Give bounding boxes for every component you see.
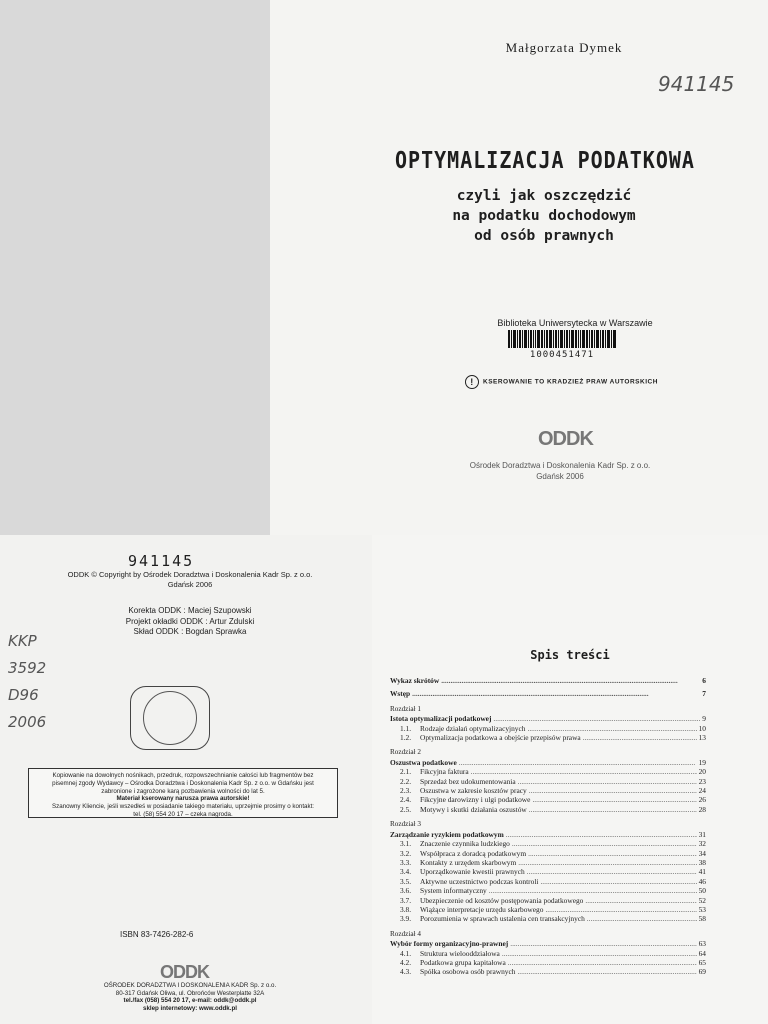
credits-block [60,606,320,638]
chapter-label: Rozdział 4 [390,929,421,938]
subentry-page: 38 [698,857,706,867]
toc-entry [390,676,706,685]
chapter-label: Rozdział 3 [390,820,421,829]
subentry-page: 34 [698,848,706,858]
handwritten-number: 941145 [658,72,735,96]
subentry-page: 24 [698,786,706,796]
subentry-page: 13 [698,733,706,743]
subentry-number: 4.1. [400,948,412,958]
subentry-page: 41 [698,867,706,877]
credit-typesetting: Skład ODDK : Bogdan Sprawka [133,627,247,636]
subtitle-line: na podatku dochodowym [452,208,636,224]
subentry-number: 3.6. [400,886,412,896]
subentry-text: Fikcyjna faktura [420,767,469,777]
chapter-title: Istota optymalizacji podatkowej [390,714,492,724]
notice-line: zabronione i zagrożone karą pozbawienia wolności do lat 5. [101,787,265,795]
subentry-number: 3.7. [400,895,412,905]
toc-entry-label: Wstęp [390,689,411,699]
exclamation-icon: ! [465,375,479,389]
subentry-text: Motywy i skutki działania oszustów [420,804,527,814]
toc-subentry [390,914,706,923]
chapter-title-row [390,758,706,767]
chapter-title-row [390,714,706,723]
subentry-number: 3.9. [400,914,412,924]
subentry-page: 28 [698,804,706,814]
subentry-page: 58 [698,914,706,924]
subentry-text: Ubezpieczenie od kosztów postępowania podatkowego [420,895,584,905]
subentry-page: 23 [698,776,706,786]
subentry-page: 20 [698,767,706,777]
chapter-title: Oszustwa podatkowe [390,757,457,767]
toc-subentry [390,858,706,867]
subentry-page: 50 [698,886,706,896]
publisher-name: Ośrodek Doradztwa i Doskonalenia Kadr Sp. z o.o. [469,461,651,470]
copying-notice [28,768,338,818]
chapter-title-row [390,830,706,839]
address-line: tel./fax (058) 554 20 17, e-mail: oddk@oddk.pl [123,997,257,1004]
toc-subentry [390,949,706,958]
toc-subentry [390,733,706,742]
subentry-number: 1.2. [400,733,412,743]
toc-chapter [390,705,706,743]
subentry-text: Podatkowa grupa kapitałowa [420,957,506,967]
subentry-number: 3.8. [400,904,412,914]
handwritten-note: 3592 [8,659,47,677]
subentry-page: 65 [698,957,706,967]
toc-subentry [390,867,706,876]
toc-subentry [390,839,706,848]
book-subtitle [270,186,768,246]
stamp-emblem [143,691,197,745]
notice-line: pisemnej zgody Wydawcy – Ośrodka Doradztwa i Doskonalenia Kadr Sp. z o.o. w Gdańsku jest [52,779,314,787]
subentry-number: 4.2. [400,957,412,967]
isbn: ISBN 83-7426-282-6 [120,930,194,939]
toc-entry [390,689,706,698]
place-year: Gdańsk 2006 [536,472,584,481]
chapter-title: Zarządzanie ryzykiem podatkowym [390,829,504,839]
subentry-text: System informatyczny [420,886,487,896]
toc-entry-page: 6 [702,676,706,685]
barcode [508,330,616,348]
library-stamp [130,686,210,750]
toc-subentry [390,877,706,886]
copyright-warning [465,375,705,389]
subentry-text: Wiążące interpretacje urzędu skarbowego [420,904,544,914]
handwritten-notes [8,628,46,736]
book-title: OPTYMALIZACJA PODATKOWA [395,146,695,174]
subentry-text: Struktura wielooddziałowa [420,948,500,958]
subentry-page: 53 [698,904,706,914]
credit-proofreading: Korekta ODDK : Maciej Szupowski [128,606,252,615]
chapter-page: 19 [698,757,706,767]
subentry-number: 3.2. [400,848,412,858]
copyright-place: Gdańsk 2006 [167,580,213,589]
chapter-title-row [390,939,706,948]
subentry-text: Sprzedaż bez udokumentowania [420,776,516,786]
subentry-text: Rodzaje działań optymalizacyjnych [420,723,526,733]
subentry-page: 26 [698,795,706,805]
subentry-page: 32 [698,839,706,849]
address-line: OŚRODEK DORADZTWA I DOSKONALENIA KADR Sp. z o.o. [103,982,277,989]
subentry-number: 2.3. [400,786,412,796]
chapter-label: Rozdział 2 [390,748,421,757]
toc-subentry [390,905,706,914]
toc-subentry [390,958,706,967]
toc-subentry [390,805,706,814]
toc-subentry [390,724,706,733]
copyright-block [40,570,340,590]
toc-subentry [390,967,706,976]
chapter-title: Wybór formy organizacyjno-prawnej [390,939,509,949]
toc-chapter [390,820,706,923]
credit-cover: Projekt okładki ODDK : Artur Zdulski [125,616,255,626]
notice-line: Materiał kserowany narusza prawa autorskie! [116,795,250,803]
notice-line: Kopiowanie na dowolnych nośnikach, przedruk, rozpowszechnianie całości lub fragmentów bez [52,772,314,779]
chapter-label: Rozdział 1 [390,704,421,713]
book-number: 941145 [128,552,195,570]
toc-chapters [390,705,706,977]
publisher-info [450,460,670,482]
subentry-number: 2.5. [400,804,412,814]
title-page [270,0,768,540]
toc-subentry [390,849,706,858]
table-of-contents [390,672,706,977]
warning-text: KSEROWANIE TO KRADZIEŻ PRAW AUTORSKICH [483,378,658,386]
author-name: Małgorzata Dymek [505,40,623,55]
subentry-text: Uporządkowanie kwestii prawnych [420,867,525,877]
notice-line: Szanowny Kliencie, jeśli wszedłeś w posiadanie takiego materiału, uprzejmie prosimy o kontakt: [51,803,315,811]
chapter-page: 9 [702,714,706,724]
subentry-number: 3.5. [400,876,412,886]
subentry-text: Aktywne uczestnictwo podczas kontroli [420,876,539,886]
subentry-page: 46 [698,876,706,886]
subentry-number: 4.3. [400,967,412,977]
subentry-number: 1.1. [400,723,412,733]
subentry-page: 64 [698,948,706,958]
toc-subentry [390,777,706,786]
toc-subentry [390,896,706,905]
address-line: 80-317 Gdańsk Oliwa, ul. Obrońców Westerplatte 32A [115,989,265,997]
subtitle-line: od osób prawnych [474,228,614,244]
toc-entry-page: 7 [702,689,706,699]
copyright-line: ODDK © Copyright by Ośrodek Doradztwa i Doskonalenia Kadr Sp. z o.o. [67,570,313,579]
subentry-page: 52 [698,895,706,905]
handwritten-note: 2006 [8,713,47,731]
subentry-number: 2.2. [400,776,412,786]
toc-entry-label: Wykaz skrótów [390,676,440,685]
subentry-number: 3.3. [400,857,412,867]
subentry-number: 2.1. [400,767,412,777]
subentry-text: Spółka osobowa osób prawnych [420,967,516,977]
subentry-page: 69 [698,967,706,977]
subentry-text: Kontakty z urzędem skarbowym [420,857,517,867]
address-line: sklep internetowy: www.oddk.pl [143,1004,237,1012]
toc-subentry [390,886,706,895]
toc-chapter [390,930,706,977]
publisher-logo-small: ODDK [160,962,209,982]
subentry-text: Optymalizacja podatkowa a obejście przepisów prawa [420,733,581,743]
publisher-logo: ODDK [538,428,593,450]
subentry-text: Współpraca z doradcą podatkowym [420,848,527,858]
publisher-address [50,982,330,1012]
notice-line: tel. (58) 554 20 17 – czeka nagroda. [133,810,233,818]
barcode-number: 1000451471 [529,350,595,360]
toc-subentry [390,767,706,776]
chapter-page: 31 [698,829,706,839]
handwritten-note: KKP [8,632,37,650]
subtitle-line: czyli jak oszczędzić [456,188,632,204]
subentry-number: 3.4. [400,867,412,877]
subentry-text: Znaczenie czynnika ludzkiego [420,839,510,849]
subentry-text: Oszustwa w zakresie kosztów pracy [420,786,527,796]
library-label: Biblioteka Uniwersytecka w Warszawie [497,318,653,328]
subentry-page: 10 [698,723,706,733]
subentry-number: 3.1. [400,839,412,849]
toc-chapter [390,748,706,814]
toc-subentry [390,795,706,804]
subentry-text: Porozumienia w sprawach ustalenia cen transakcyjnych [420,914,585,924]
toc-subentry [390,786,706,795]
toc-title: Spis treści [530,648,610,662]
handwritten-note: D96 [8,686,39,704]
subentry-number: 2.4. [400,795,412,805]
chapter-page: 63 [698,939,706,949]
subentry-text: Fikcyjne darowizny i ulgi podatkowe [420,795,531,805]
